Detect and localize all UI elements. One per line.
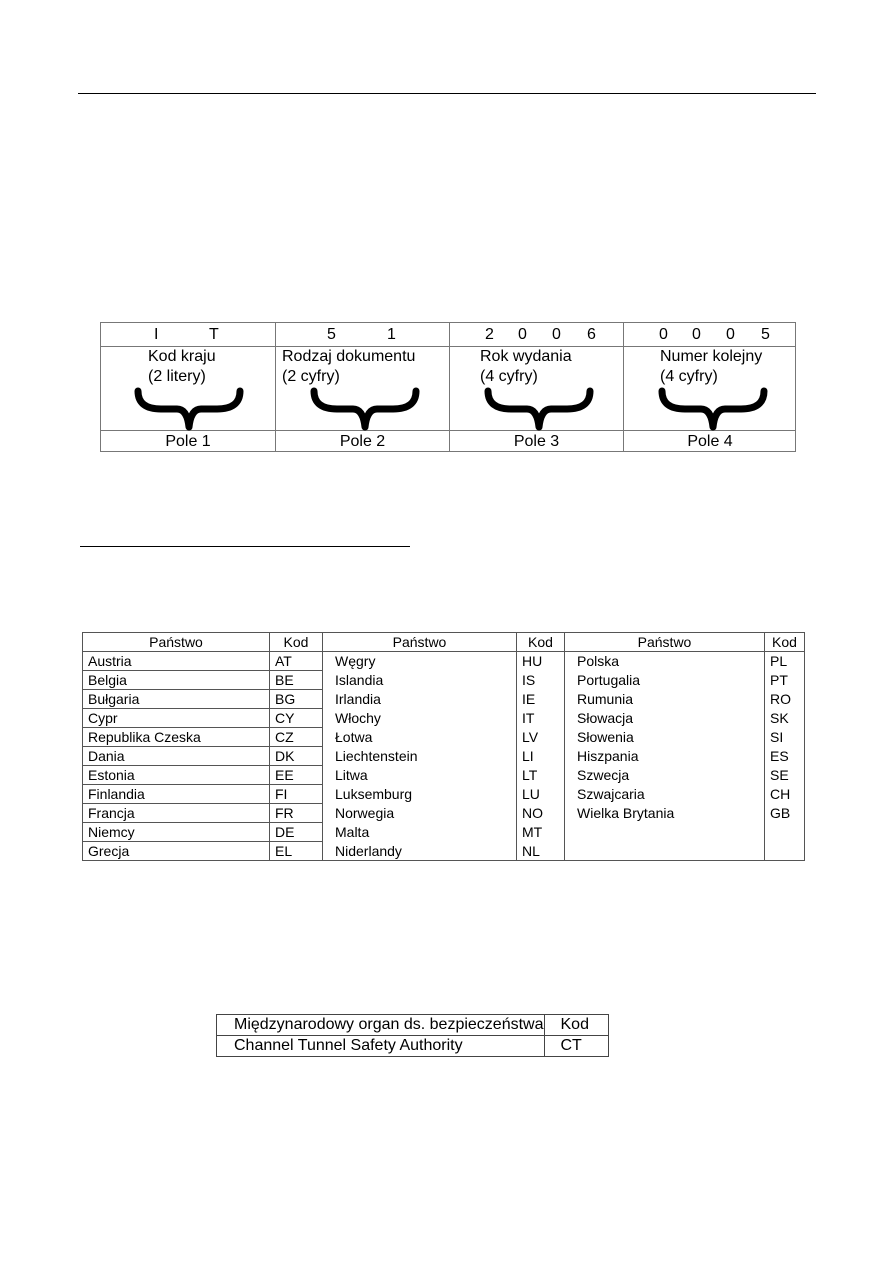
country-name-cell: Słowenia <box>565 728 765 747</box>
country-name-cell: Polska <box>565 652 765 671</box>
authority-code-header: Kod <box>544 1015 608 1036</box>
country-code-cell: GB <box>765 804 805 823</box>
field-char: T <box>209 326 219 343</box>
country-code-cell: SI <box>765 728 805 747</box>
column-header-code: Kod <box>517 633 565 652</box>
field-char: 0 <box>518 326 527 343</box>
country-code-cell: MT <box>517 823 565 842</box>
country-code-cell: EL <box>270 842 323 861</box>
country-name-cell <box>565 823 765 842</box>
country-name-cell: Islandia <box>323 671 517 690</box>
authority-header: Międzynarodowy organ ds. bezpieczeństwa <box>217 1015 545 1036</box>
column-header-country: Państwo <box>83 633 270 652</box>
curly-brace-icon <box>624 387 796 431</box>
country-name-cell: Irlandia <box>323 690 517 709</box>
country-code-cell: LU <box>517 785 565 804</box>
field-sublabel: (2 cyfry) <box>282 368 340 385</box>
country-code-cell: IS <box>517 671 565 690</box>
country-code-cell: SE <box>765 766 805 785</box>
field-label: Rok wydania <box>480 348 572 365</box>
country-codes-table <box>82 632 805 861</box>
country-code-cell: LT <box>517 766 565 785</box>
country-code-cell: DE <box>270 823 323 842</box>
field-pole: Pole 2 <box>339 433 386 450</box>
country-name-cell: Wielka Brytania <box>565 804 765 823</box>
table-row <box>83 842 805 861</box>
field-char: 5 <box>327 326 336 343</box>
column-header-code: Kod <box>765 633 805 652</box>
country-code-cell: LI <box>517 747 565 766</box>
table-row <box>83 747 805 766</box>
table-row <box>83 728 805 747</box>
column-header-country: Państwo <box>323 633 517 652</box>
table-row <box>83 709 805 728</box>
field-pole: Pole 4 <box>687 433 733 450</box>
table-row <box>83 766 805 785</box>
country-code-cell: ES <box>765 747 805 766</box>
country-name-cell: Malta <box>323 823 517 842</box>
country-code-cell: IE <box>517 690 565 709</box>
country-name-cell: Norwegia <box>323 804 517 823</box>
country-name-cell: Liechtenstein <box>323 747 517 766</box>
field-char: 6 <box>587 326 596 343</box>
country-name-cell: Belgia <box>83 671 270 690</box>
country-code-cell: SK <box>765 709 805 728</box>
country-name-cell: Litwa <box>323 766 517 785</box>
column-header-code: Kod <box>270 633 323 652</box>
table-row <box>83 785 805 804</box>
country-code-cell: IT <box>517 709 565 728</box>
curly-brace-icon <box>450 387 624 431</box>
field-char: 0 <box>726 326 735 343</box>
field-sublabel: (4 cyfry) <box>480 368 538 385</box>
field-char: 0 <box>659 326 668 343</box>
country-code-cell: DK <box>270 747 323 766</box>
authority-code: CT <box>544 1036 608 1057</box>
field-char: 5 <box>761 326 770 343</box>
section-rule <box>80 546 410 547</box>
country-code-cell: AT <box>270 652 323 671</box>
country-code-cell: RO <box>765 690 805 709</box>
country-name-cell: Niemcy <box>83 823 270 842</box>
country-name-cell: Cypr <box>83 709 270 728</box>
country-name-cell: Bułgaria <box>83 690 270 709</box>
country-name-cell <box>565 842 765 861</box>
country-code-cell: PL <box>765 652 805 671</box>
country-name-cell: Finlandia <box>83 785 270 804</box>
country-code-cell: CY <box>270 709 323 728</box>
country-name-cell: Niderlandy <box>323 842 517 861</box>
field-label: Kod kraju <box>148 348 216 365</box>
country-code-cell: NL <box>517 842 565 861</box>
field-pole: Pole 3 <box>513 433 560 450</box>
country-name-cell: Dania <box>83 747 270 766</box>
field-3 <box>450 323 624 451</box>
identification-number-diagram <box>100 322 796 452</box>
country-name-cell: Szwajcaria <box>565 785 765 804</box>
country-code-cell <box>765 823 805 842</box>
country-code-cell: HU <box>517 652 565 671</box>
curly-brace-icon <box>101 387 276 431</box>
field-sublabel: (2 litery) <box>148 368 206 385</box>
country-name-cell: Słowacja <box>565 709 765 728</box>
country-code-cell <box>765 842 805 861</box>
country-code-cell: BE <box>270 671 323 690</box>
country-name-cell: Włochy <box>323 709 517 728</box>
country-code-cell: CH <box>765 785 805 804</box>
country-name-cell: Grecja <box>83 842 270 861</box>
table-row <box>83 804 805 823</box>
country-name-cell: Luksemburg <box>323 785 517 804</box>
field-label: Numer kolejny <box>660 348 763 365</box>
country-name-cell: Portugalia <box>565 671 765 690</box>
field-label: Rodzaj dokumentu <box>282 348 416 365</box>
country-name-cell: Łotwa <box>323 728 517 747</box>
table-row <box>83 823 805 842</box>
field-char: 0 <box>552 326 561 343</box>
field-4 <box>624 323 796 451</box>
country-code-cell: NO <box>517 804 565 823</box>
field-char: 0 <box>692 326 701 343</box>
country-name-cell: Estonia <box>83 766 270 785</box>
authority-name: Channel Tunnel Safety Authority <box>217 1036 545 1057</box>
table-row <box>83 690 805 709</box>
field-char: 1 <box>387 326 396 343</box>
country-code-cell: CZ <box>270 728 323 747</box>
international-authority-table <box>216 1014 609 1057</box>
table-row <box>83 671 805 690</box>
country-name-cell: Hiszpania <box>565 747 765 766</box>
field-char: I <box>154 326 159 343</box>
header-rule <box>78 93 816 94</box>
country-code-cell: FI <box>270 785 323 804</box>
field-2 <box>276 323 450 451</box>
country-code-cell: PT <box>765 671 805 690</box>
field-sublabel: (4 cyfry) <box>660 368 718 385</box>
field-pole: Pole 1 <box>165 433 211 450</box>
country-name-cell: Republika Czeska <box>83 728 270 747</box>
country-code-cell: FR <box>270 804 323 823</box>
country-name-cell: Austria <box>83 652 270 671</box>
curly-brace-icon <box>276 387 450 431</box>
table-row <box>83 652 805 671</box>
country-name-cell: Rumunia <box>565 690 765 709</box>
country-code-cell: EE <box>270 766 323 785</box>
country-name-cell: Francja <box>83 804 270 823</box>
country-name-cell: Węgry <box>323 652 517 671</box>
column-header-country: Państwo <box>565 633 765 652</box>
field-char: 2 <box>485 326 494 343</box>
country-name-cell: Szwecja <box>565 766 765 785</box>
field-1 <box>101 323 276 451</box>
country-code-cell: BG <box>270 690 323 709</box>
country-code-cell: LV <box>517 728 565 747</box>
